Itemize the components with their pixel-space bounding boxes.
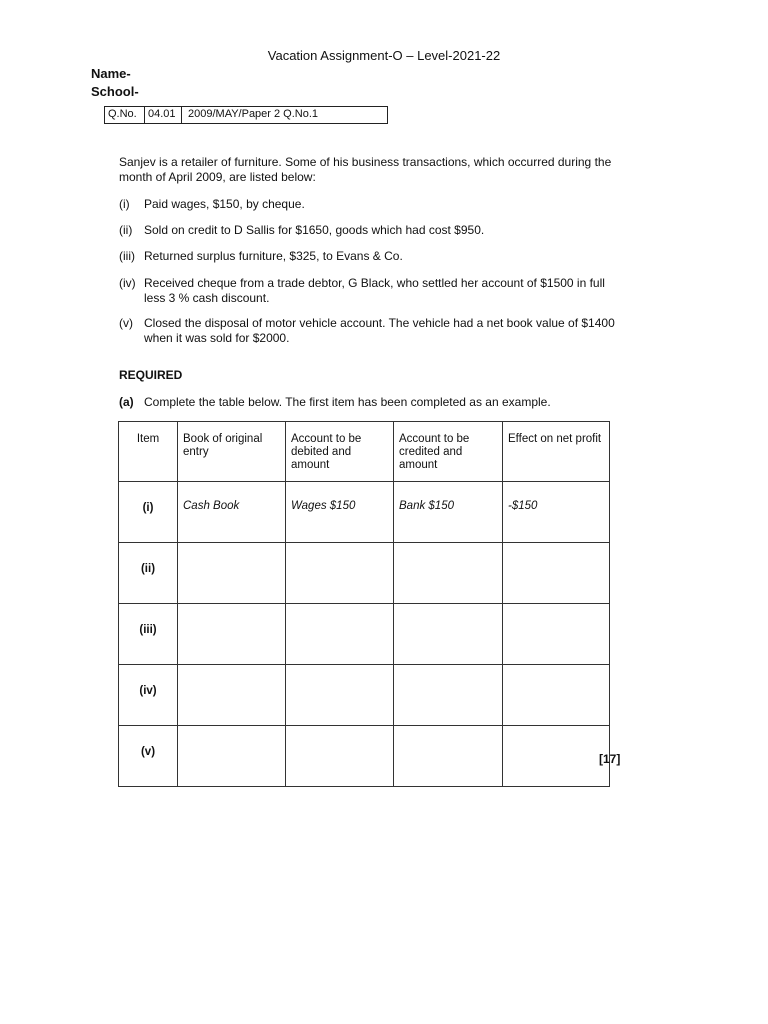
part-a-text: Complete the table below. The first item has been completed as an example. [144, 395, 551, 409]
cell-credit[interactable] [394, 543, 503, 604]
marks-total: [17] [599, 752, 621, 766]
cell-debit[interactable] [286, 726, 394, 787]
transaction-text: Sold on credit to D Sallis for $1650, goods which had cost $950. [144, 223, 485, 237]
transaction-item [119, 276, 625, 306]
cell-effect[interactable] [503, 543, 610, 604]
cell-effect[interactable] [503, 726, 610, 787]
cell-book[interactable] [178, 726, 286, 787]
school-label: School- [91, 84, 139, 99]
transaction-number: (ii) [119, 223, 133, 237]
transaction-text: Closed the disposal of motor vehicle account. The vehicle had a net book value of $1400 when it was sold for $2000. [144, 316, 615, 345]
table-row [119, 665, 610, 726]
cell-credit[interactable] [394, 665, 503, 726]
question-intro: Sanjev is a retailer of furniture. Some of his business transactions, which occurred during the month of April 2009, are listed below: [119, 155, 612, 184]
cell-debit[interactable] [286, 543, 394, 604]
header-debit: Account to be debited and amount [286, 422, 394, 482]
transaction-item [119, 197, 625, 212]
assignment-title: Vacation Assignment-O – Level-2021-22 [267, 48, 501, 63]
transaction-item [119, 316, 625, 346]
part-a-instruction [119, 395, 551, 409]
table-row [119, 726, 610, 787]
transaction-number: (i) [119, 197, 130, 211]
cell-credit[interactable] [394, 726, 503, 787]
part-a-label: (a) [119, 395, 134, 409]
header-book: Book of original entry [178, 422, 286, 482]
question-reference-box [104, 106, 388, 124]
cell-debit[interactable] [286, 604, 394, 665]
transaction-item [119, 223, 625, 238]
cell-book[interactable] [178, 543, 286, 604]
transaction-number: (v) [119, 316, 133, 330]
cell-effect: -$150 [503, 482, 610, 543]
cell-book[interactable] [178, 665, 286, 726]
table-row [119, 604, 610, 665]
row-item: (i) [119, 482, 178, 543]
cell-debit[interactable] [286, 665, 394, 726]
name-label: Name- [91, 66, 131, 81]
cell-effect[interactable] [503, 665, 610, 726]
transaction-text: Paid wages, $150, by cheque. [144, 197, 305, 211]
row-item: (iii) [119, 604, 178, 665]
answer-table [118, 421, 610, 787]
row-item: (v) [119, 726, 178, 787]
cell-book[interactable] [178, 604, 286, 665]
transaction-text: Returned surplus furniture, $325, to Evans & Co. [144, 249, 403, 263]
transaction-number: (iii) [119, 249, 135, 263]
row-item: (ii) [119, 543, 178, 604]
required-heading: REQUIRED [119, 368, 183, 382]
transaction-item [119, 249, 625, 264]
header-item: Item [119, 422, 178, 482]
qno-label: Q.No. [105, 107, 145, 123]
cell-credit: Bank $150 [394, 482, 503, 543]
question-source: 2009/MAY/Paper 2 Q.No.1 [188, 108, 319, 120]
table-row [119, 482, 610, 543]
cell-credit[interactable] [394, 604, 503, 665]
table-row [119, 543, 610, 604]
cell-book: Cash Book [178, 482, 286, 543]
table-header-row [119, 422, 610, 482]
transaction-text: Received cheque from a trade debtor, G Black, who settled her account of $1500 in full less 3 % cash discount. [144, 276, 605, 305]
header-effect: Effect on net profit [503, 422, 610, 482]
qno-value: 04.01 [145, 107, 182, 123]
cell-effect[interactable] [503, 604, 610, 665]
header-credit: Account to be credited and amount [394, 422, 503, 482]
transaction-number: (iv) [119, 276, 136, 290]
row-item: (iv) [119, 665, 178, 726]
cell-debit: Wages $150 [286, 482, 394, 543]
